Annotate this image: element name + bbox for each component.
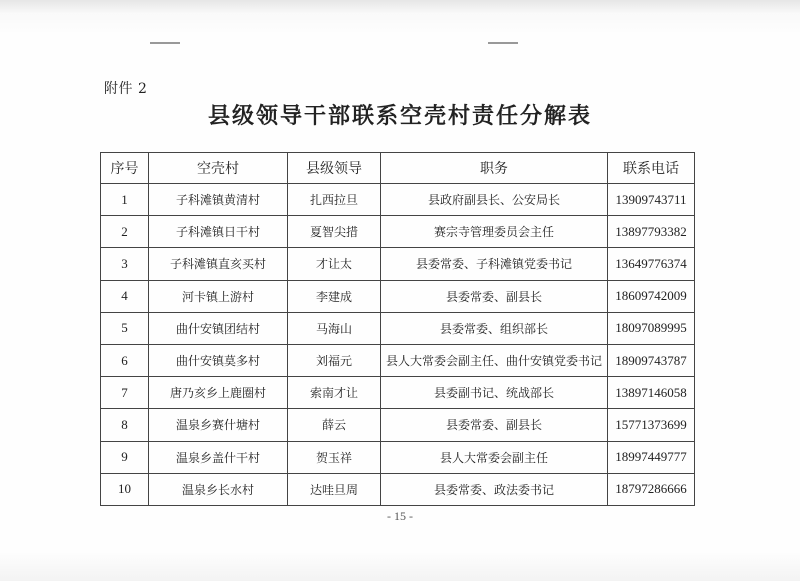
scan-edge [0, 0, 800, 14]
header-position: 职务 [381, 153, 608, 184]
cell-index: 7 [101, 377, 149, 409]
cell-index: 6 [101, 344, 149, 376]
cell-index: 10 [101, 473, 149, 505]
cell-position: 县人大常委会副主任、曲什安镇党委书记 [381, 344, 608, 376]
table-row [101, 248, 695, 280]
cell-phone: 13909743711 [608, 184, 695, 216]
cell-village: 子科滩镇日干村 [149, 216, 288, 248]
table-row [101, 409, 695, 441]
cell-index: 4 [101, 280, 149, 312]
header-village: 空壳村 [149, 153, 288, 184]
header-phone: 联系电话 [608, 153, 695, 184]
cell-position: 县委常委、组织部长 [381, 312, 608, 344]
cell-position: 县委常委、政法委书记 [381, 473, 608, 505]
document-title: 县级领导干部联系空壳村责任分解表 [207, 103, 592, 129]
cell-position: 县政府副县长、公安局长 [381, 184, 608, 216]
table-row [101, 473, 695, 505]
cell-phone: 18997449777 [608, 441, 695, 473]
cell-position: 县委常委、副县长 [381, 409, 608, 441]
cell-phone: 13649776374 [608, 248, 695, 280]
scan-speck [150, 42, 180, 44]
cell-phone: 18609742009 [608, 280, 695, 312]
cell-leader: 马海山 [288, 312, 381, 344]
cell-position: 县委常委、子科滩镇党委书记 [381, 248, 608, 280]
cell-index: 9 [101, 441, 149, 473]
cell-index: 8 [101, 409, 149, 441]
table-row [101, 344, 695, 376]
cell-village: 温泉乡盖什干村 [149, 441, 288, 473]
cell-index: 2 [101, 216, 149, 248]
page-number: - 15 - [387, 509, 413, 523]
cell-position: 县委常委、副县长 [381, 280, 608, 312]
cell-leader: 刘福元 [288, 344, 381, 376]
table-row [101, 280, 695, 312]
cell-village: 曲什安镇团结村 [149, 312, 288, 344]
cell-phone: 15771373699 [608, 409, 695, 441]
responsibility-table [100, 152, 695, 506]
cell-position: 县委副书记、统战部长 [381, 377, 608, 409]
cell-phone: 13897146058 [608, 377, 695, 409]
cell-village: 河卡镇上游村 [149, 280, 288, 312]
cell-village: 子科滩镇黄清村 [149, 184, 288, 216]
cell-index: 3 [101, 248, 149, 280]
scan-speck [488, 42, 518, 44]
cell-index: 1 [101, 184, 149, 216]
cell-leader: 达哇旦周 [288, 473, 381, 505]
cell-index: 5 [101, 312, 149, 344]
cell-leader: 索南才让 [288, 377, 381, 409]
cell-leader: 薛云 [288, 409, 381, 441]
cell-phone: 18909743787 [608, 344, 695, 376]
table-row [101, 184, 695, 216]
cell-village: 温泉乡长水村 [149, 473, 288, 505]
header-leader: 县级领导 [288, 153, 381, 184]
table-row [101, 216, 695, 248]
attachment-label: 附件 2 [104, 81, 148, 97]
cell-leader: 李建成 [288, 280, 381, 312]
cell-village: 曲什安镇莫多村 [149, 344, 288, 376]
cell-position: 赛宗寺管理委员会主任 [381, 216, 608, 248]
cell-village: 子科滩镇直亥买村 [149, 248, 288, 280]
table-body [101, 184, 695, 506]
cell-leader: 扎西拉旦 [288, 184, 381, 216]
cell-phone: 18097089995 [608, 312, 695, 344]
cell-leader: 才让太 [288, 248, 381, 280]
cell-phone: 18797286666 [608, 473, 695, 505]
cell-leader: 贺玉祥 [288, 441, 381, 473]
header-index: 序号 [101, 153, 149, 184]
cell-leader: 夏智尖措 [288, 216, 381, 248]
cell-phone: 13897793382 [608, 216, 695, 248]
cell-village: 温泉乡赛什塘村 [149, 409, 288, 441]
table-row [101, 441, 695, 473]
table-header-row [101, 153, 695, 184]
cell-position: 县人大常委会副主任 [381, 441, 608, 473]
table-row [101, 377, 695, 409]
cell-village: 唐乃亥乡上鹿圈村 [149, 377, 288, 409]
table-row [101, 312, 695, 344]
